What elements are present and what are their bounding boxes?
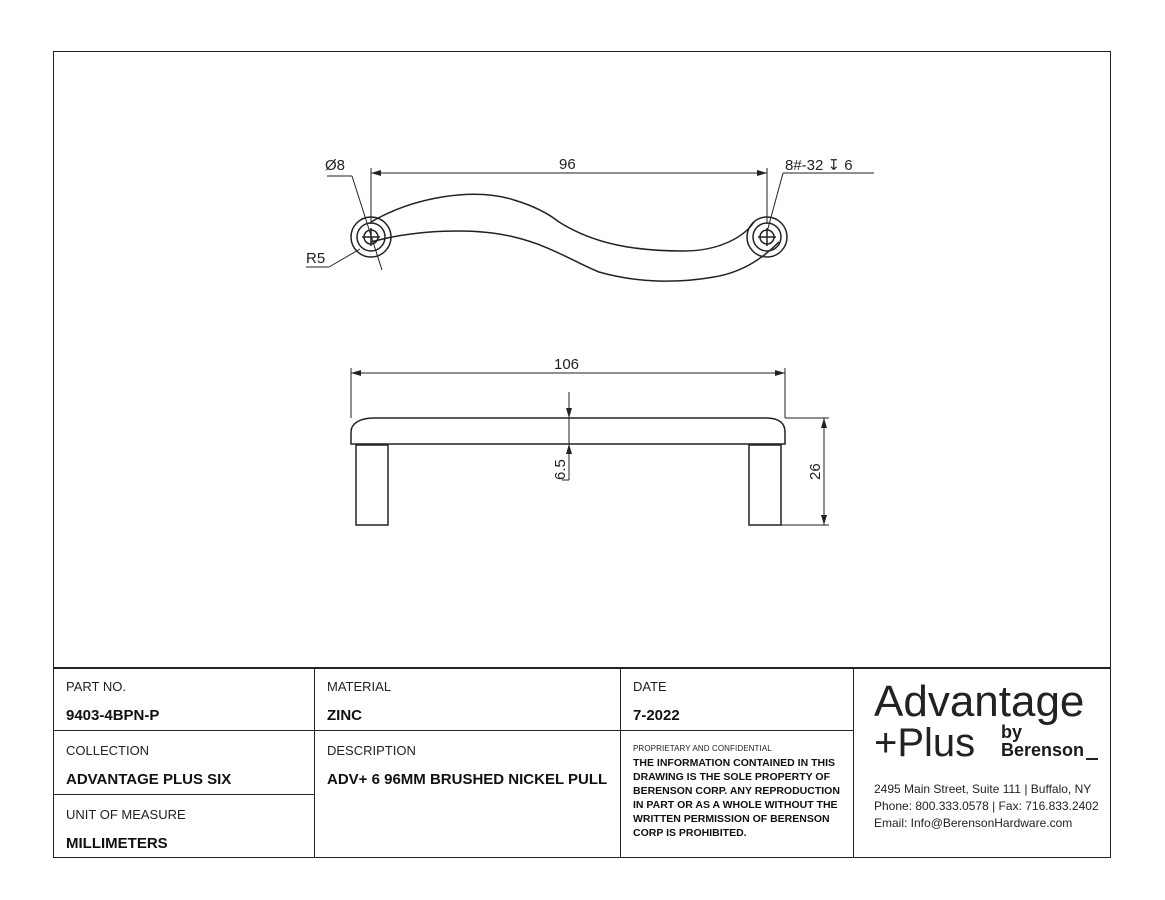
company-address: 2495 Main Street, Suite 111 | Buffalo, NY bbox=[874, 782, 1092, 796]
material-cell bbox=[315, 667, 621, 731]
company-phone: Phone: 800.333.0578 | Fax: 716.833.2402 bbox=[874, 799, 1099, 813]
logo-advantage: Advantage bbox=[874, 677, 1085, 726]
drawing-canvas bbox=[54, 52, 1112, 667]
unit-value: MILLIMETERS bbox=[66, 835, 168, 852]
date-cell bbox=[621, 667, 854, 731]
confidential-body: THE INFORMATION CONTAINED IN THIS DRAWING IS THE SOLE PROPERTY OF BERENSON CORP. ANY REPRODUCTION IN PART OR AS A WHOLE WITHOUT THE WRITTEN PERMISSION OF BERENSON CORP IS PROHIBITED. bbox=[633, 757, 840, 839]
collection-label: COLLECTION bbox=[66, 743, 150, 758]
unit-label: UNIT OF MEASURE bbox=[66, 807, 186, 822]
part-no-value: 9403-4BPN-P bbox=[66, 707, 160, 724]
logo-by: by bbox=[1001, 722, 1023, 742]
dim-thickness: 6.5 bbox=[552, 459, 569, 480]
confidential-heading: PROPRIETARY AND CONFIDENTIAL bbox=[633, 744, 772, 753]
material-value: ZINC bbox=[327, 707, 362, 724]
company-block bbox=[854, 667, 1110, 857]
top-view bbox=[306, 168, 874, 281]
description-value: ADV+ 6 96MM BRUSHED NICKEL PULL bbox=[327, 771, 608, 788]
dim-hole-diameter: Ø8 bbox=[325, 157, 346, 174]
logo-plus: +Plus bbox=[874, 721, 976, 765]
part-no-label: PART NO. bbox=[66, 679, 126, 694]
description-cell bbox=[315, 731, 621, 857]
dim-thread-spec: 8#-32 ↧ 6 bbox=[785, 157, 853, 174]
date-value: 7-2022 bbox=[633, 707, 680, 724]
unit-cell bbox=[54, 795, 315, 857]
dim-height: 26 bbox=[807, 463, 824, 480]
dim-radius: R5 bbox=[306, 250, 326, 267]
material-label: MATERIAL bbox=[327, 679, 392, 694]
side-view bbox=[351, 368, 829, 525]
drawing-sheet bbox=[53, 51, 1111, 858]
company-email: Email: Info@BerensonHardware.com bbox=[874, 816, 1073, 830]
date-label: DATE bbox=[633, 679, 667, 694]
confidential-cell bbox=[621, 731, 854, 857]
title-block bbox=[54, 667, 1110, 857]
part-no-cell bbox=[54, 667, 315, 731]
logo-underline bbox=[1086, 758, 1098, 760]
dim-center-distance: 96 bbox=[559, 156, 576, 173]
collection-cell bbox=[54, 731, 315, 795]
logo-berenson: Berenson bbox=[1001, 740, 1085, 760]
description-label: DESCRIPTION bbox=[327, 743, 416, 758]
dim-overall-length: 106 bbox=[554, 356, 580, 373]
collection-value: ADVANTAGE PLUS SIX bbox=[66, 771, 232, 788]
technical-drawing bbox=[54, 52, 1112, 667]
